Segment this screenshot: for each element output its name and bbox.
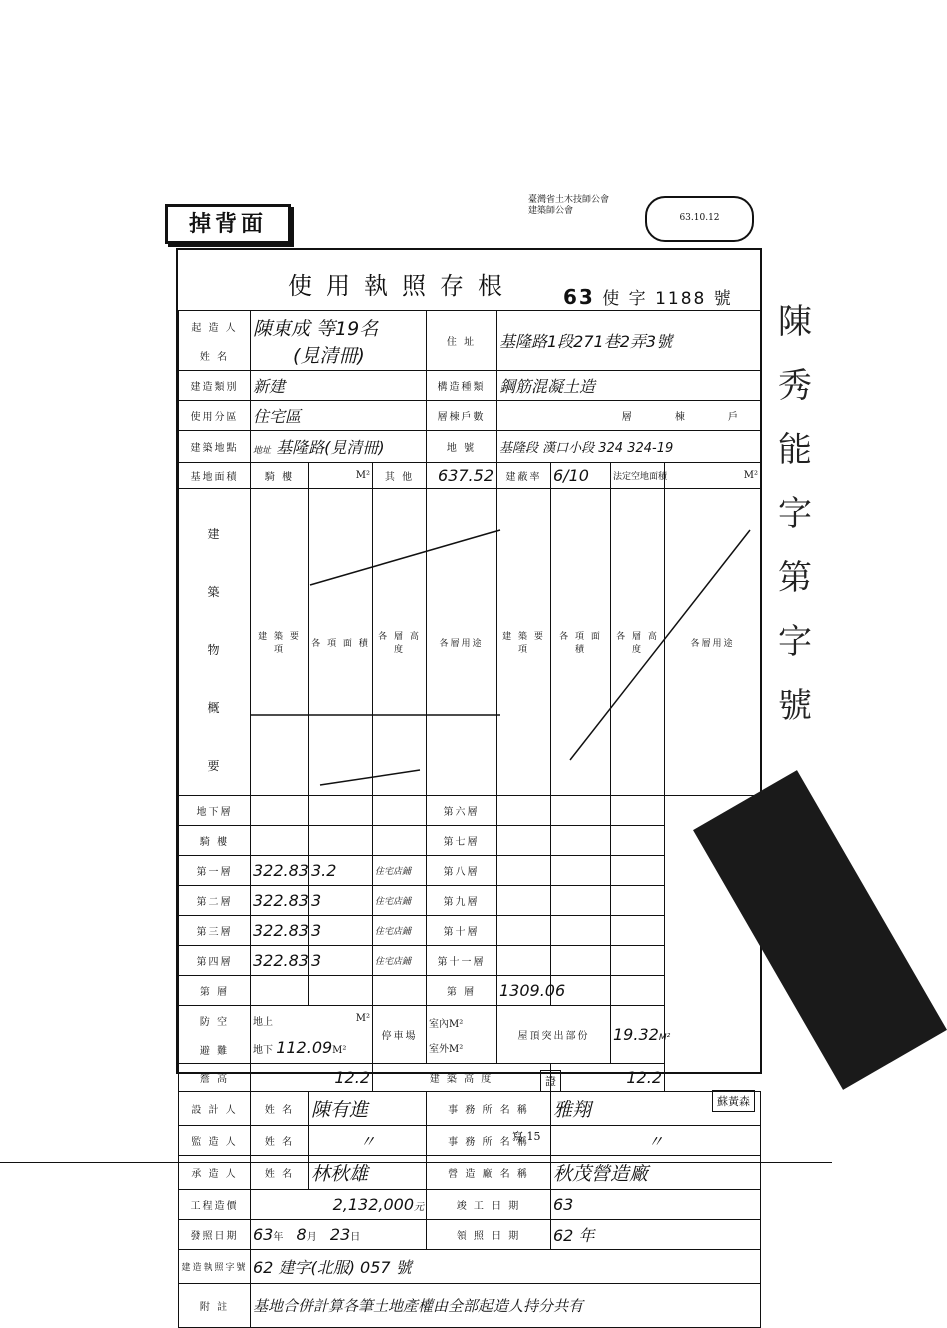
eave-value: 12.2 xyxy=(251,1064,373,1092)
supervisor-value: 〃 xyxy=(309,1126,427,1156)
height-value: 12.2 xyxy=(551,1064,665,1092)
completion-value: 63 xyxy=(551,1190,761,1220)
floor-use: 住宅店鋪 xyxy=(373,946,427,976)
height-label: 建 築 高 度 xyxy=(373,1064,551,1092)
legal-area-unit: M² xyxy=(665,463,761,489)
floor-area: 322.83 xyxy=(251,916,309,946)
firm-value: 秋茂營造廠 xyxy=(551,1156,761,1190)
contractor-name-label: 姓 名 xyxy=(251,1156,309,1190)
structure-value: 鋼筋混凝土造 xyxy=(497,371,761,401)
arcade-unit: M² xyxy=(309,463,373,489)
eave-label: 簷 高 xyxy=(179,1064,251,1092)
floor-label: 地下層 xyxy=(179,796,251,826)
floors-label: 層棟戶數 xyxy=(427,401,497,431)
head-height-r: 各 層 高 度 xyxy=(611,489,665,796)
other-label: 其 他 xyxy=(373,463,427,489)
head-item: 建 築 要 項 xyxy=(251,489,309,796)
designer-label: 設 計 人 xyxy=(179,1092,251,1126)
permit-word: 使 字 xyxy=(602,289,648,309)
head-use-r: 各層用途 xyxy=(665,489,761,796)
parking-label: 停車場 xyxy=(373,1006,427,1064)
supervisor-name-label: 姓 名 xyxy=(251,1126,309,1156)
bottom-stamp-2: 寫 15 xyxy=(512,1130,541,1143)
address-label: 住 址 xyxy=(427,311,497,371)
head-item-r: 建 築 要 項 xyxy=(497,489,551,796)
floor-label-r: 第 層 xyxy=(427,976,497,1006)
note-value: 基地合併計算各筆土地產權由全部起造人持分共有 xyxy=(251,1284,761,1328)
firm-label: 營 造 廠 名 稱 xyxy=(427,1156,551,1190)
floor-height: 3 xyxy=(309,946,373,976)
address-value: 基隆路1段271巷2弄3號 xyxy=(497,311,761,371)
legal-area-label: 法定空地面積 xyxy=(611,463,665,489)
floor-label: 第 層 xyxy=(179,976,251,1006)
floor-use: 住宅店鋪 xyxy=(373,856,427,886)
contractor-value: 林秋雄 xyxy=(309,1156,427,1190)
area-label: 基地面積 xyxy=(179,463,251,489)
floor-label: 第二層 xyxy=(179,886,251,916)
bottom-stamp-1: 證 xyxy=(540,1070,561,1092)
cost-value: 2,132,000元 xyxy=(251,1190,427,1220)
type-label: 建造類別 xyxy=(179,371,251,401)
strike-line-4 xyxy=(320,770,420,785)
parking-values: 室內M² 室外M² xyxy=(427,1006,497,1064)
bottom-stamp-3: 蘇黃森 xyxy=(712,1090,755,1112)
type-value: 新建 xyxy=(251,371,427,401)
floor-label-r: 第六層 xyxy=(427,796,497,826)
designer-name-label: 姓 名 xyxy=(251,1092,309,1126)
side-handwriting: 陳 秀 能 字 第 字 號 xyxy=(778,302,812,726)
roof-value: 19.32M² xyxy=(611,1006,665,1064)
floor-use: 住宅店鋪 xyxy=(373,916,427,946)
head-use: 各層用途 xyxy=(427,489,497,796)
floor-label-r: 第八層 xyxy=(427,856,497,886)
receive-value: 62 年 xyxy=(551,1220,761,1250)
office2-value: 〃 xyxy=(551,1126,761,1156)
floor-area: 322.83 xyxy=(251,856,309,886)
owner-value: 陳東成 等19名 (見清冊) xyxy=(251,311,427,371)
issue-label: 發照日期 xyxy=(179,1220,251,1250)
zone-label: 使用分區 xyxy=(179,401,251,431)
back-side-tag: 掉背面 xyxy=(165,204,291,244)
stamp-text: 臺灣省土木技師公會 xyxy=(528,195,610,205)
strike-line-1 xyxy=(310,530,500,585)
office-value: 雅翔 xyxy=(551,1092,761,1126)
lot-label: 地 號 xyxy=(427,431,497,463)
office-label: 事 務 所 名 稱 xyxy=(427,1092,551,1126)
license-label: 建造執照字號 xyxy=(179,1250,251,1284)
issue-value: 63年 8月 23日 xyxy=(251,1220,427,1250)
designer-value: 陳有進 xyxy=(309,1092,427,1126)
floor-label-r: 第九層 xyxy=(427,886,497,916)
structure-label: 構造種類 xyxy=(427,371,497,401)
receive-label: 領 照 日 期 xyxy=(427,1220,551,1250)
building-summary-label: 建 築 物 概 要 xyxy=(179,489,251,796)
site-value: 地址 基隆路(見清冊) xyxy=(251,431,427,463)
permit-prefix: 63 xyxy=(563,285,595,309)
coverage-value: 6/10 xyxy=(551,463,611,489)
floor-label: 騎 樓 xyxy=(179,826,251,856)
floor-label-r: 第七層 xyxy=(427,826,497,856)
floor-area: 322.83 xyxy=(251,946,309,976)
head-area-r: 各 項 面 積 xyxy=(551,489,611,796)
owner-label: 起 造 人 姓 名 xyxy=(179,311,251,371)
office2-label: 事 務 所 名 稱 xyxy=(427,1126,551,1156)
strike-line-2 xyxy=(570,530,750,760)
form-title: 使用執照存根 xyxy=(288,272,516,300)
note-label: 附 註 xyxy=(179,1284,251,1328)
floor-area: 322.83 xyxy=(251,886,309,916)
floor-label: 第四層 xyxy=(179,946,251,976)
coverage-label: 建蔽率 xyxy=(497,463,551,489)
shelter-label: 防 空 避 難 xyxy=(179,1006,251,1064)
license-value: 62 建字(北服) 057 號 xyxy=(251,1250,761,1284)
floors-value: 層 棟 戶 xyxy=(497,401,761,431)
floor-area-r: 1309.06 xyxy=(497,976,551,1006)
permit-suffix: 號 xyxy=(713,289,733,309)
head-area: 各 項 面 積 xyxy=(309,489,373,796)
lot-value: 基隆段 漢口小段 324 324-19 xyxy=(497,431,761,463)
zone-value: 住宅區 xyxy=(251,401,427,431)
floor-use: 住宅店鋪 xyxy=(373,886,427,916)
floor-height: 3 xyxy=(309,886,373,916)
floor-height: 3.2 xyxy=(309,856,373,886)
floor-label: 第三層 xyxy=(179,916,251,946)
permit-no: 1188 xyxy=(655,289,707,309)
completion-label: 竣 工 日 期 xyxy=(427,1190,551,1220)
shelter-values: 地上 M² 地下 112.09M² xyxy=(251,1006,373,1064)
supervisor-label: 監 造 人 xyxy=(179,1126,251,1156)
arcade-label: 騎 樓 xyxy=(251,463,309,489)
site-label: 建築地點 xyxy=(179,431,251,463)
stamp-text-2: 建築師公會 xyxy=(528,206,574,216)
roof-label: 屋頂突出部份 xyxy=(497,1006,611,1064)
other-value: 637.52 xyxy=(427,463,497,489)
floor-label: 第一層 xyxy=(179,856,251,886)
date-stamp: 63.10.12 xyxy=(645,196,754,242)
head-height: 各 層 高 度 xyxy=(373,489,427,796)
floor-label-r: 第十一層 xyxy=(427,946,497,976)
floor-height: 3 xyxy=(309,916,373,946)
cost-label: 工程造價 xyxy=(179,1190,251,1220)
floor-label-r: 第十層 xyxy=(427,916,497,946)
contractor-label: 承 造 人 xyxy=(179,1156,251,1190)
